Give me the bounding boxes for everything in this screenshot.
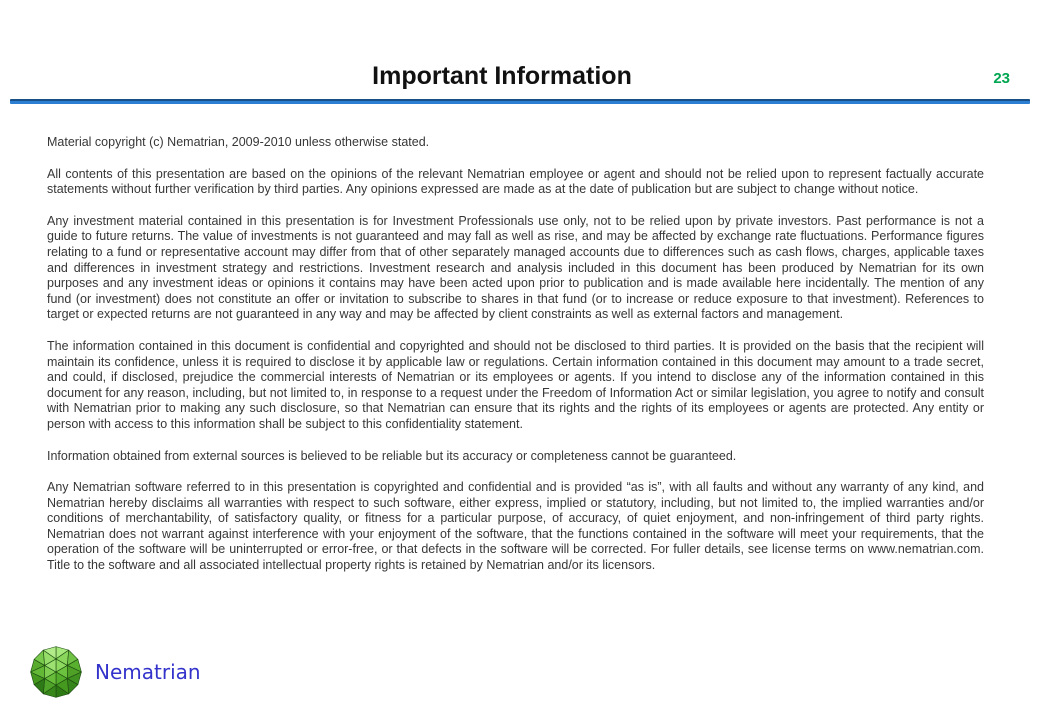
paragraph-software-license: Any Nematrian software referred to in this presentation is copyrighted and confidential and is provided “as is”, with all faults and without any warranty of any kind, and Nematrian hereby disclaims all warranties with respect to such software, either express, implied or statutory, including, but not limited to, the implied warranties and/or conditions of merchantability, of satisfactory quality, or fitness for a particular purpose, of accuracy, of quiet enjoyment, and non-infringement of third party rights. Nematrian does not warrant against interference with your enjoyment of the software, that the functions contained in the software will meet your requirements, that the operation of the software will be uninterrupted or error-free, or that defects in the software will be corrected. For fuller details, see license terms on www.nematrian.com. Title to the software and all associated intellectual property rights is retained by Nematrian and/or its licensors.	[47, 480, 984, 573]
paragraph-external-sources: Information obtained from external sources is believed to be reliable but its accuracy or completeness cannot be guaranteed.	[47, 448, 737, 463]
nematrian-logo	[28, 644, 201, 700]
page-number: 23	[993, 70, 1010, 87]
nematrian-logo-text: Nematrian	[95, 660, 201, 684]
title-divider-line	[10, 99, 1030, 104]
paragraph-copyright: Material copyright (c) Nematrian, 2009-2010 unless otherwise stated.	[47, 135, 430, 149]
disclaimer-body	[47, 135, 984, 590]
page-title: Important Information	[372, 62, 632, 90]
paragraph-confidentiality: The information contained in this document is confidential and copyrighted and should not be disclosed to third parties. It is provided on the basis that the recipient will maintain its confidence, unless it is required to disclose it by applicable law or regulations. Certain information contained in this document may amount to a trade secret, and could, if disclosed, prejudice the commercial interests of Nematrian or its employees or agents. If you intend to disclose any of the information contained in this document for any reason, including, but not limited to, in response to a request under the Freedom of Information Act or similar legislation, you agree to notify and consult with Nematrian prior to making any such disclosure, so that Nematrian can ensure that its rights and the rights of its employees or agents are protected. Any entity or person with access to this information shall be subject to this confidentiality statement.	[47, 338, 984, 431]
paragraph-contents-opinions: All contents of this presentation are based on the opinions of the relevant Nematrian employee or agent and should not be relied upon to represent factually accurate statements without further verification by third parties. Any opinions expressed are made as at the date of publication but are subject to change without notice.	[47, 166, 984, 197]
nematrian-sphere-icon	[28, 644, 84, 700]
paragraph-investment-material: Any investment material contained in this presentation is for Investment Professionals use only, not to be relied upon by private investors. Past performance is not a guide to future returns. The value of investments is not guaranteed and may fall as well as rise, and may be affected by exchange rate fluctuations. Performance figures relating to a fund or representative account may differ from that of other separately managed accounts due to differences such as cash flows, charges, applicable taxes and differences in investment strategy and restrictions. Investment research and analysis included in this document has been produced by Nematrian for its own purposes and any investment ideas or opinions it contains may have been acted upon prior to publication and is made available here incidentally. The mention of any fund (or investment) does not constitute an offer or invitation to subscribe to shares in that fund (or to increase or reduce exposure to that investment). References to target or expected returns are not guaranteed in any way and may be affected by client constraints as well as external factors and management.	[47, 213, 984, 322]
